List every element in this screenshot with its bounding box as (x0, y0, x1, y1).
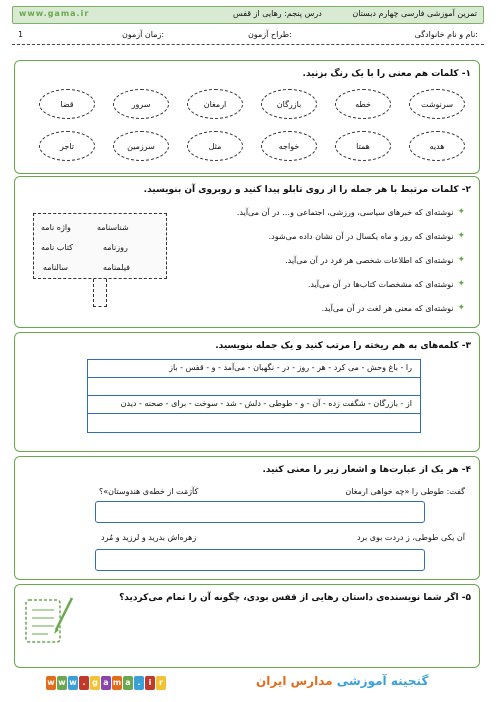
answer-table (87, 359, 421, 433)
sign-word: شناسنامه (97, 223, 129, 232)
question-3-title: ۳- کلمه‌های به هم ریخته را مرتب کنید و یک جمله بنویسید. (215, 341, 471, 351)
sparkle-icon: ✦ (457, 303, 465, 313)
word-cloud[interactable]: ارمغان (187, 89, 243, 119)
answer-line[interactable] (88, 378, 420, 396)
header-title-bar (12, 6, 484, 24)
sparkle-icon: ✦ (457, 207, 465, 217)
question-2-item: ✦ نوشته‌ای که معنی هر لغت در آن می‌آید. (321, 303, 465, 313)
url-letter-tile: m (112, 676, 122, 690)
url-letter-tile: a (101, 676, 111, 690)
word-cloud[interactable]: سرنوشت (409, 89, 465, 119)
page-number: 1 (18, 30, 24, 39)
word-cloud[interactable]: سرزمین (113, 131, 169, 161)
sparkle-icon: ✦ (457, 255, 465, 265)
worksheet-title: تمرین آموزشی فارسی چهارم دبستان (352, 9, 477, 18)
sign-word: کتاب نامه (41, 243, 73, 252)
sparkle-icon: ✦ (457, 279, 465, 289)
header-info-row (12, 27, 484, 45)
verse-line: گفت: طوطی را «چه خواهی ارمغان (345, 487, 465, 496)
question-2-section (14, 176, 480, 328)
signboard (27, 213, 173, 307)
word-cloud[interactable]: بازرگان (261, 89, 317, 119)
name-label: نام و نام خانوادگی: (414, 30, 478, 39)
word-cloud[interactable]: مثل (187, 131, 243, 161)
question-4-section (14, 456, 480, 580)
footer-url (46, 676, 166, 690)
verse-line: آن یکی طوطی، ز دردت بوی برد (357, 533, 465, 542)
url-letter-tile: w (68, 676, 78, 690)
question-3-section (14, 332, 480, 452)
sign-word: واژه نامه (41, 223, 71, 232)
question-2-title: ۲- کلمات مرتبط با هر جمله را از روی تابلو پیدا کنید و روبروی آن بنویسید. (143, 185, 471, 195)
question-1-section (14, 60, 480, 174)
footer-brand: گنجینه آموزشی مدارس ایران (256, 674, 429, 688)
word-cloud[interactable]: قضا (39, 89, 95, 119)
scrambled-row: از - بازرگان - شگفت زده - آن - و - طوطی - دلش - شد - سوخت - برای - صحنه - دیدن (88, 396, 420, 414)
verse-line: کآرَمَت از خطه‌ی هندوستان»؟ (99, 487, 199, 496)
word-cloud[interactable]: خطه (335, 89, 391, 119)
answer-box[interactable] (95, 501, 425, 523)
page-header (12, 6, 484, 46)
word-cloud[interactable]: تاجر (39, 131, 95, 161)
sign-word: فیلمنامه (103, 263, 130, 272)
answer-box[interactable] (95, 549, 425, 571)
question-5-title: ۵- اگر شما نویسنده‌ی داستان رهایی از قفس بودی، چگونه آن را تمام می‌کردید؟ (119, 593, 471, 603)
scrambled-row: را - باغ وحش - می کرد - هر - روز - در - نگهبان - می‌آمد - و - قفس - باز (88, 360, 420, 378)
question-4-title: ۴- هر یک از عبارت‌ها و اشعار زیر را معنی کنید. (262, 465, 471, 475)
sign-word: روزنامه (103, 243, 128, 252)
question-5-section (14, 584, 480, 668)
site-url: www.gama.ir (19, 9, 90, 18)
lesson-title: درس پنجم: رهایی از قفس (233, 9, 322, 18)
question-2-item: ✦ نوشته‌ای که روز و ماه یکسال در آن نشان داده می‌شود. (268, 231, 465, 241)
signboard-post (93, 279, 107, 307)
url-letter-tile: . (79, 676, 89, 690)
designer-label: طراح آزمون: (248, 30, 292, 39)
url-letter-tile: g (90, 676, 100, 690)
url-letter-tile: r (156, 676, 166, 690)
sign-word: سالنامه (43, 263, 69, 272)
question-2-item: ✦ نوشته‌ای که خبرهای سیاسی، ورزشی، اجتماعی و… در آن می‌آید. (236, 207, 465, 217)
page-footer (46, 674, 466, 694)
url-letter-tile: . (134, 676, 144, 690)
question-2-item: ✦ نوشته‌ای که مشخصات کتاب‌ها در آن می‌آید. (307, 279, 465, 289)
word-cloud[interactable]: هدیه (409, 131, 465, 161)
word-cloud[interactable]: سرور (113, 89, 169, 119)
answer-line[interactable] (88, 414, 420, 432)
url-letter-tile: i (145, 676, 155, 690)
question-2-item: ✦ نوشته‌ای که اطلاعات شخصی هر فرد در آن می‌آید. (285, 255, 465, 265)
word-cloud[interactable]: همتا (335, 131, 391, 161)
url-letter-tile: w (46, 676, 56, 690)
verse-line: زهره‌اش بدرید و لرزید و مُرد (101, 533, 197, 542)
url-letter-tile: w (57, 676, 67, 690)
question-1-title: ۱- کلمات هم معنی را با یک رنگ بزنید. (302, 69, 471, 79)
time-label: زمان آزمون: (122, 30, 165, 39)
word-cloud[interactable]: خواجه (261, 131, 317, 161)
url-letter-tile: a (123, 676, 133, 690)
notepad-pen-icon (20, 590, 76, 650)
sparkle-icon: ✦ (457, 231, 465, 241)
